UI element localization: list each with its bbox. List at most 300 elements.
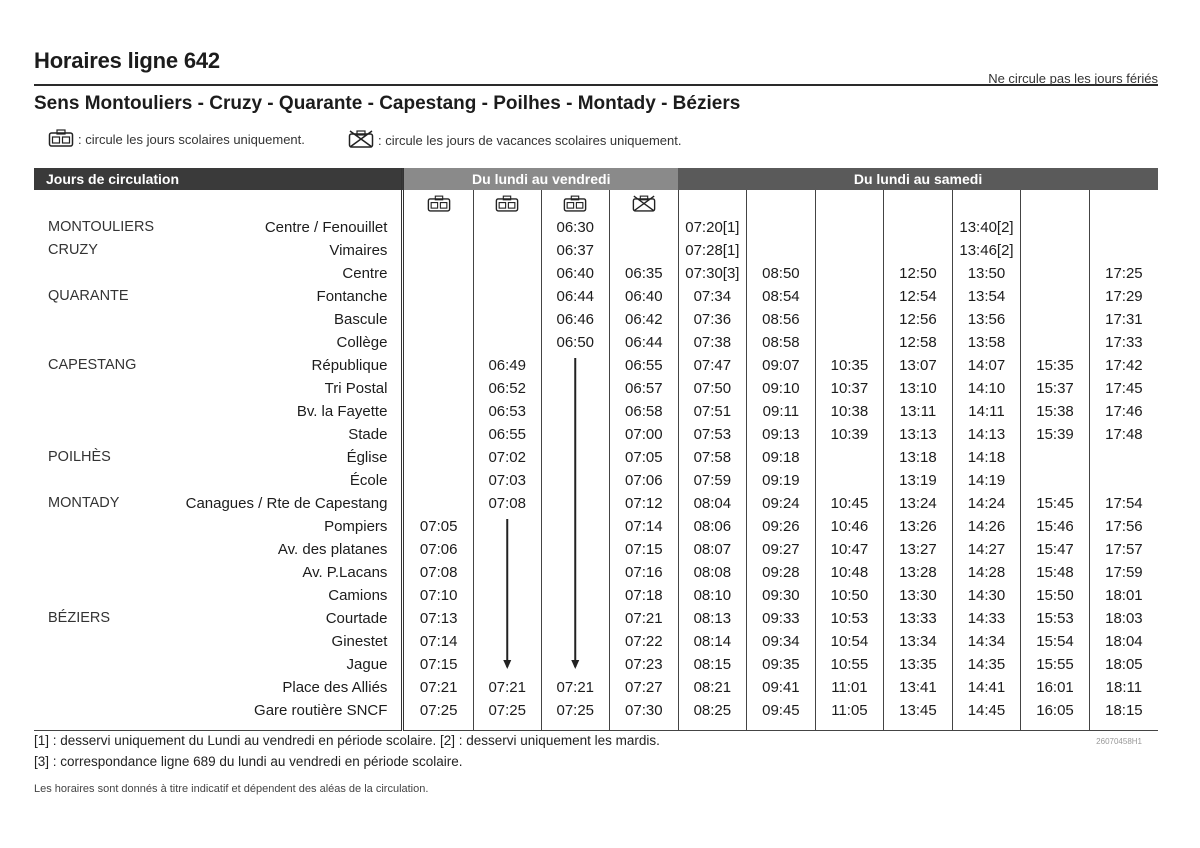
time-cell: 15:45 [1036, 495, 1074, 512]
time-cell: 16:01 [1036, 679, 1074, 696]
time-cell: 14:13 [967, 426, 1006, 443]
time-cell: 15:38 [1036, 403, 1074, 420]
time-cell: 13:35 [899, 656, 937, 673]
school-bag-icon [474, 190, 541, 216]
time-cell: 18:01 [1105, 587, 1143, 604]
time-cell: 09:26 [762, 518, 800, 535]
time-cell: 07:05 [625, 449, 663, 466]
stop-row [34, 216, 401, 239]
timetable-column [1021, 190, 1090, 731]
time-cell: 07:12 [625, 495, 663, 512]
time-cell: 14:30 [967, 587, 1006, 604]
time-cell [404, 492, 473, 515]
stop-name: Place des Alliés [282, 679, 388, 696]
time-cell: 17:31 [1105, 311, 1143, 328]
time-cell: 06:57 [625, 380, 663, 397]
time-cell: 13:13 [899, 426, 937, 443]
school-bag-icon [48, 129, 74, 150]
timetable-column [473, 190, 541, 731]
time-cell: 07:51 [693, 403, 732, 420]
time-cell: 17:29 [1105, 288, 1143, 305]
crossed-school-bag-icon [610, 190, 678, 216]
page-title: Horaires ligne 642 [34, 48, 220, 73]
stop-row [34, 607, 401, 630]
time-cell: 10:39 [830, 426, 869, 443]
stop-row [34, 400, 401, 423]
time-cell: 11:01 [831, 679, 868, 696]
timetable-column [610, 190, 679, 731]
time-cell [816, 331, 884, 354]
time-cell: 18:05 [1105, 656, 1143, 673]
time-cell: 11:05 [831, 702, 868, 719]
stop-name: Bv. la Fayette [296, 403, 388, 420]
time-cell [1090, 469, 1158, 492]
time-cell: 10:35 [830, 357, 869, 374]
time-cell [404, 446, 473, 469]
stop-row [34, 377, 401, 400]
stop-name: Av. P.Lacans [302, 564, 388, 581]
footnote-3: [3] : correspondance ligne 689 du lundi au vendredi en période scolaire. [34, 754, 463, 769]
time-cell: 12:58 [899, 334, 937, 351]
time-cell: 18:15 [1105, 702, 1143, 719]
disclaimer: Les horaires sont donnés à titre indicatif et dépendent des aléas de la circulation. [34, 783, 429, 795]
footnote-1-2: [1] : desservi uniquement du Lundi au vendredi en période scolaire. [2] : desservi uniquement les mardis. [34, 733, 660, 748]
time-cell: 07:03 [488, 472, 526, 489]
time-cell: 06:30 [556, 219, 595, 236]
time-cell: 15:39 [1036, 426, 1074, 443]
time-cell: 12:56 [899, 311, 937, 328]
time-cell: 07:53 [693, 426, 732, 443]
time-cell: 07:21 [625, 610, 663, 627]
time-cell: 07:47 [693, 357, 732, 374]
header-weekdays: Du lundi au vendredi [403, 168, 678, 190]
time-cell [474, 285, 541, 308]
time-cell [1021, 285, 1089, 308]
time-cell [884, 216, 952, 239]
time-cell [816, 446, 884, 469]
time-cell: 13:34 [899, 633, 937, 650]
time-cell: 15:37 [1036, 380, 1074, 397]
time-cell: 18:11 [1105, 679, 1143, 696]
time-cell: 08:07 [693, 541, 732, 558]
time-cell: 13:41 [899, 679, 937, 696]
time-cell: 15:54 [1036, 633, 1074, 650]
legend-vacation [348, 129, 681, 152]
time-cell [404, 469, 473, 492]
stop-name: Stade [348, 426, 388, 443]
time-cell: 17:42 [1105, 357, 1143, 374]
time-cell: 15:35 [1036, 357, 1074, 374]
time-cell [1021, 446, 1089, 469]
time-cell [404, 285, 473, 308]
time-cell: 13:46[2] [959, 242, 1014, 259]
time-cell: 08:06 [693, 518, 732, 535]
stop-name: Tri Postal [324, 380, 388, 397]
time-cell [474, 239, 541, 262]
town-name: BÉZIERS [48, 610, 111, 626]
time-cell [816, 285, 884, 308]
stop-row [34, 653, 401, 676]
time-cell: 07:21 [488, 679, 526, 696]
time-cell: 14:34 [967, 633, 1006, 650]
time-cell: 07:23 [625, 656, 663, 673]
time-cell: 07:13 [419, 610, 458, 627]
time-cell: 08:25 [693, 702, 732, 719]
time-cell: 13:30 [899, 587, 937, 604]
stop-name: République [311, 357, 388, 374]
time-cell: 17:45 [1105, 380, 1143, 397]
time-cell: 07:34 [693, 288, 732, 305]
time-cell: 09:13 [762, 426, 800, 443]
timetable-column [884, 190, 953, 731]
time-cell: 14:10 [967, 380, 1006, 397]
time-cell: 06:44 [556, 288, 595, 305]
time-cell: 14:33 [967, 610, 1006, 627]
stop-name: Bascule [334, 311, 388, 328]
time-cell: 07:59 [693, 472, 732, 489]
stop-name: Collège [336, 334, 388, 351]
time-cell [1021, 331, 1089, 354]
timetable-column [678, 190, 747, 731]
time-cell [404, 377, 473, 400]
time-cell [404, 423, 473, 446]
time-cell: 07:16 [625, 564, 663, 581]
time-cell: 08:04 [693, 495, 732, 512]
time-cell: 09:30 [762, 587, 800, 604]
time-cell: 07:08 [419, 564, 458, 581]
time-cell: 15:46 [1036, 518, 1074, 535]
time-cell: 13:18 [899, 449, 937, 466]
time-cell: 13:33 [899, 610, 937, 627]
header-days: Jours de circulation [34, 168, 403, 190]
school-bag-icon [542, 190, 610, 216]
time-cell: 06:53 [488, 403, 526, 420]
time-cell: 13:54 [967, 288, 1006, 305]
town-name: POILHÈS [48, 449, 111, 465]
time-cell: 10:48 [830, 564, 869, 581]
time-cell: 14:24 [967, 495, 1006, 512]
legend-vacation-text: : circule les jours de vacances scolaires uniquement. [378, 133, 682, 148]
time-cell: 08:56 [762, 311, 800, 328]
stop-row [34, 423, 401, 446]
time-cell [1090, 216, 1158, 239]
time-cell: 07:28[1] [685, 242, 740, 259]
time-cell: 07:06 [419, 541, 458, 558]
column-icon-slot [679, 190, 747, 216]
stop-row [34, 699, 401, 722]
column-icon-slot [816, 190, 884, 216]
time-cell: 15:48 [1036, 564, 1074, 581]
time-cell: 13:10 [899, 380, 937, 397]
timetable [34, 168, 1158, 731]
time-cell: 13:45 [899, 702, 937, 719]
stop-name: École [349, 472, 388, 489]
town-name: MONTOULIERS [48, 219, 155, 235]
time-cell [404, 331, 473, 354]
document-reference: 26070458H1 [1096, 737, 1142, 746]
time-cell: 15:53 [1036, 610, 1074, 627]
time-cell [747, 239, 815, 262]
time-cell: 09:45 [762, 702, 800, 719]
time-cell: 17:57 [1105, 541, 1143, 558]
column-icon-slot [884, 190, 952, 216]
time-cell [1090, 446, 1158, 469]
time-cell [404, 239, 473, 262]
time-cell [1090, 239, 1158, 262]
stop-name: Centre [342, 265, 388, 282]
time-cell: 06:40 [556, 265, 595, 282]
legend-school-text: : circule les jours scolaires uniquement. [78, 132, 305, 147]
time-cell: 07:14 [419, 633, 458, 650]
time-cell [816, 216, 884, 239]
time-cell: 18:03 [1105, 610, 1143, 627]
time-cell: 17:59 [1105, 564, 1143, 581]
time-cell: 13:40[2] [959, 219, 1014, 236]
time-cell [884, 239, 952, 262]
time-cell: 17:46 [1105, 403, 1143, 420]
stop-name: Gare routière SNCF [254, 702, 388, 719]
time-cell: 08:21 [693, 679, 732, 696]
stop-name: Centre / Fenouillet [264, 219, 388, 236]
time-cell: 12:54 [899, 288, 937, 305]
time-cell: 13:58 [967, 334, 1006, 351]
time-cell: 07:58 [693, 449, 732, 466]
timetable-column [541, 190, 610, 731]
time-cell: 09:10 [762, 380, 800, 397]
time-cell: 07:15 [419, 656, 458, 673]
column-icon-slot [1090, 190, 1158, 216]
time-cell: 08:15 [693, 656, 732, 673]
time-cell [610, 216, 678, 239]
crossed-school-bag-icon [348, 129, 374, 152]
time-cell: 10:47 [830, 541, 869, 558]
stop-row [34, 308, 401, 331]
time-cell: 09:41 [762, 679, 800, 696]
time-cell: 10:38 [830, 403, 869, 420]
time-cell: 13:28 [899, 564, 937, 581]
time-cell [1021, 239, 1089, 262]
stop-name: Église [346, 449, 388, 466]
stop-names-column [34, 190, 403, 731]
time-cell: 14:45 [967, 702, 1006, 719]
time-cell: 06:35 [625, 265, 663, 282]
time-cell: 09:35 [762, 656, 800, 673]
time-cell: 08:50 [762, 265, 800, 282]
time-cell: 06:37 [556, 242, 595, 259]
stop-row [34, 538, 401, 561]
time-cell: 09:33 [762, 610, 800, 627]
stop-name: Av. des platanes [277, 541, 388, 558]
school-bag-icon [404, 190, 473, 216]
time-cell: 07:27 [625, 679, 663, 696]
time-cell: 07:36 [693, 311, 732, 328]
time-cell: 06:44 [625, 334, 663, 351]
time-cell: 09:07 [762, 357, 800, 374]
time-cell: 06:58 [625, 403, 663, 420]
stop-row [34, 469, 401, 492]
time-cell: 15:55 [1036, 656, 1074, 673]
time-cell [816, 262, 884, 285]
stop-row [34, 331, 401, 354]
time-cell: 13:07 [899, 357, 937, 374]
time-cell: 07:25 [419, 702, 458, 719]
time-cell: 07:21 [419, 679, 458, 696]
time-cell: 06:55 [625, 357, 663, 374]
time-cell: 17:54 [1105, 495, 1143, 512]
stop-row [34, 446, 401, 469]
time-cell: 07:14 [625, 518, 663, 535]
time-cell: 07:20[1] [685, 219, 740, 236]
time-cell: 14:35 [967, 656, 1006, 673]
time-cell: 13:19 [899, 472, 937, 489]
time-cell: 06:52 [488, 380, 526, 397]
time-cell: 09:34 [762, 633, 800, 650]
time-cell: 14:26 [967, 518, 1006, 535]
time-cell: 09:24 [762, 495, 800, 512]
stop-row [34, 285, 401, 308]
time-cell: 13:50 [967, 265, 1006, 282]
time-cell: 07:15 [625, 541, 663, 558]
timetable-column [403, 190, 474, 731]
stop-name: Courtade [325, 610, 388, 627]
town-name: CRUZY [48, 242, 98, 258]
time-cell: 10:54 [830, 633, 869, 650]
time-cell: 10:46 [830, 518, 869, 535]
time-cell: 17:33 [1105, 334, 1143, 351]
time-cell [1021, 262, 1089, 285]
time-cell [474, 262, 541, 285]
holiday-note: Ne circule pas les jours fériés [988, 71, 1158, 86]
stop-name: Jague [346, 656, 388, 673]
stop-row [34, 630, 401, 653]
stop-name: Pompiers [324, 518, 388, 535]
stop-row [34, 584, 401, 607]
time-cell: 07:25 [488, 702, 526, 719]
time-cell: 18:04 [1105, 633, 1143, 650]
time-cell: 09:19 [762, 472, 800, 489]
stop-name: Canagues / Rte de Capestang [185, 495, 388, 512]
stop-name: Ginestet [331, 633, 388, 650]
time-cell: 14:41 [967, 679, 1006, 696]
time-cell [1021, 308, 1089, 331]
time-cell: 10:50 [830, 587, 869, 604]
time-cell [816, 469, 884, 492]
time-cell: 07:21 [556, 679, 595, 696]
time-cell [1021, 216, 1089, 239]
time-cell [404, 400, 473, 423]
time-cell: 07:10 [419, 587, 458, 604]
time-cell: 17:48 [1105, 426, 1143, 443]
time-cell [610, 239, 678, 262]
time-cell: 13:56 [967, 311, 1006, 328]
stop-row [34, 676, 401, 699]
time-cell: 07:05 [419, 518, 458, 535]
time-cell: 13:27 [899, 541, 937, 558]
column-icon-slot [1021, 190, 1089, 216]
stop-name: Fontanche [316, 288, 388, 305]
time-cell: 17:25 [1105, 265, 1143, 282]
legend-school [48, 129, 305, 150]
time-cell: 09:27 [762, 541, 800, 558]
stop-row [34, 262, 401, 285]
time-cell: 08:10 [693, 587, 732, 604]
time-cell [404, 308, 473, 331]
time-cell: 06:40 [625, 288, 663, 305]
stop-row [34, 239, 401, 262]
time-cell: 16:05 [1036, 702, 1074, 719]
time-cell: 10:55 [830, 656, 869, 673]
time-cell: 07:30[3] [685, 265, 740, 282]
time-cell: 08:08 [693, 564, 732, 581]
time-cell: 09:28 [762, 564, 800, 581]
time-cell: 08:54 [762, 288, 800, 305]
time-cell: 14:11 [968, 403, 1005, 420]
time-cell: 10:53 [830, 610, 869, 627]
time-cell: 07:38 [693, 334, 732, 351]
time-cell: 14:28 [967, 564, 1006, 581]
timetable-column [747, 190, 816, 731]
time-cell: 15:47 [1036, 541, 1074, 558]
time-cell [816, 308, 884, 331]
time-cell: 07:22 [625, 633, 663, 650]
stop-name: Camions [328, 587, 388, 604]
time-cell [1021, 469, 1089, 492]
stop-name: Vimaires [329, 242, 388, 259]
time-cell: 07:18 [625, 587, 663, 604]
time-cell: 13:11 [899, 403, 937, 420]
time-cell: 07:25 [556, 702, 595, 719]
time-cell: 07:00 [625, 426, 663, 443]
time-cell: 13:24 [899, 495, 937, 512]
time-cell: 10:37 [830, 380, 869, 397]
time-cell: 14:27 [967, 541, 1006, 558]
direct-arrow-icon [575, 358, 577, 667]
time-cell [474, 308, 541, 331]
time-cell: 07:50 [693, 380, 732, 397]
town-name: CAPESTANG [48, 357, 137, 373]
stop-row [34, 561, 401, 584]
timetable-column [1089, 190, 1158, 731]
direction-heading: Sens Montouliers - Cruzy - Quarante - Capestang - Poilhes - Montady - Béziers [34, 93, 741, 114]
time-cell: 17:56 [1105, 518, 1143, 535]
time-cell [404, 262, 473, 285]
timetable-column [815, 190, 884, 731]
time-cell: 06:46 [556, 311, 595, 328]
time-cell: 07:06 [625, 472, 663, 489]
time-cell: 09:18 [762, 449, 800, 466]
time-cell: 07:30 [625, 702, 663, 719]
time-cell [404, 354, 473, 377]
stop-row [34, 515, 401, 538]
time-cell: 06:55 [488, 426, 526, 443]
time-cell: 13:26 [899, 518, 937, 535]
direct-arrow-icon [506, 519, 508, 667]
timetable-column [952, 190, 1021, 731]
time-cell: 08:14 [693, 633, 732, 650]
time-cell: 07:02 [488, 449, 526, 466]
time-cell: 06:50 [556, 334, 595, 351]
time-cell: 14:18 [967, 449, 1006, 466]
time-cell [816, 239, 884, 262]
time-cell [404, 216, 473, 239]
time-cell [474, 216, 541, 239]
town-name: QUARANTE [48, 288, 129, 304]
time-cell: 12:50 [899, 265, 937, 282]
time-cell: 07:08 [488, 495, 526, 512]
time-cell [747, 216, 815, 239]
column-icon-slot [953, 190, 1021, 216]
time-cell [474, 331, 541, 354]
